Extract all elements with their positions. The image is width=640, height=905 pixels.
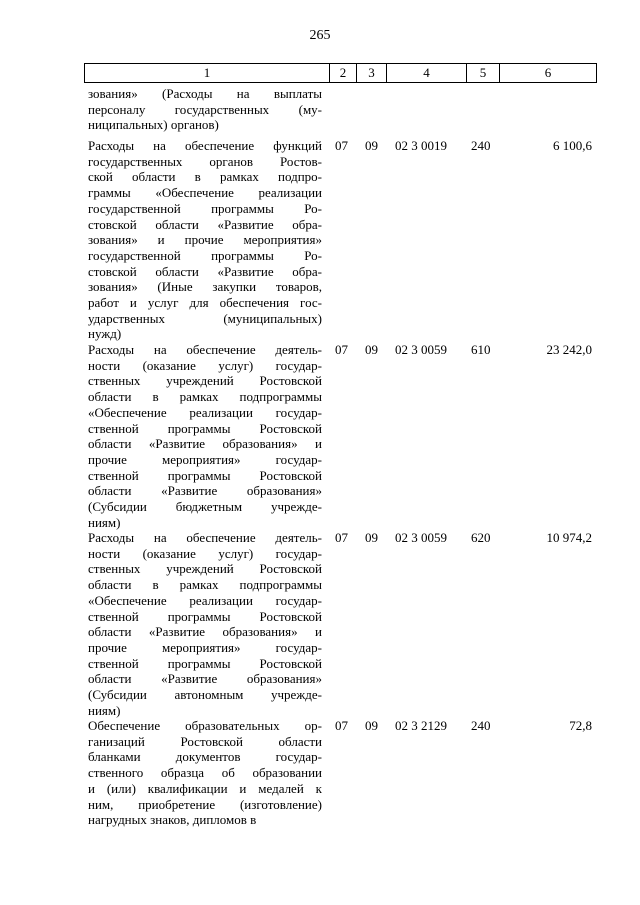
cell-c5: 240 xyxy=(471,718,491,733)
description-line: Обеспечение образовательных ор- xyxy=(88,718,322,733)
cell-c4: 02 3 2129 xyxy=(395,718,447,733)
description-line: Расходы на обеспечение функций xyxy=(88,138,322,153)
description-line: (Субсидии бюджетным учрежде- xyxy=(88,499,322,515)
row-description xyxy=(88,530,322,718)
cell-c6: 6 100,6 xyxy=(553,138,592,153)
description-line: Расходы на обеспечение деятель- xyxy=(88,342,322,357)
description-line: области «Развитие образования» xyxy=(88,483,322,499)
header-col-1: 1 xyxy=(85,64,330,82)
cell-c6: 72,8 xyxy=(569,718,592,733)
row-description xyxy=(88,138,322,342)
cell-c3: 09 xyxy=(365,138,378,153)
cell-c3: 09 xyxy=(365,530,378,545)
description-line: «Обеспечение реализации государ- xyxy=(88,592,322,608)
cell-c2: 07 xyxy=(335,718,348,733)
description-line: государственных органов Ростов- xyxy=(88,153,322,169)
description-line: работ и услуг для обеспечения гос- xyxy=(88,295,322,311)
description-line: стовской области «Развитие обра- xyxy=(88,216,322,232)
cell-c2: 07 xyxy=(335,138,348,153)
cell-c2: 07 xyxy=(335,342,348,357)
row-description xyxy=(88,342,322,530)
table-header xyxy=(84,63,597,83)
description-line: и (или) квалификации и медалей к xyxy=(88,780,322,796)
cell-c4: 02 3 0019 xyxy=(395,138,447,153)
description-line: ственной программы Ростовской xyxy=(88,608,322,624)
header-col-3: 3 xyxy=(357,64,387,82)
description-line: области «Развитие образования» и xyxy=(88,624,322,640)
cell-c3: 09 xyxy=(365,718,378,733)
description-line: ности (оказание услуг) государ- xyxy=(88,357,322,373)
cell-c3: 09 xyxy=(365,342,378,357)
description-line: зования» (Расходы на выплаты xyxy=(88,86,322,101)
description-line: ниям) xyxy=(88,702,121,718)
description-line: граммы «Обеспечение реализации xyxy=(88,185,322,201)
description-line: ственного образца об образовании xyxy=(88,765,322,781)
cell-c2: 07 xyxy=(335,530,348,545)
description-line: нагрудных знаков, дипломов в xyxy=(88,812,257,828)
header-col-4: 4 xyxy=(387,64,467,82)
description-line: зования» и прочие мероприятия» xyxy=(88,232,322,248)
description-line: области «Развитие образования» и xyxy=(88,436,322,452)
description-line: ганизаций Ростовской области xyxy=(88,733,322,749)
description-line: ности (оказание услуг) государ- xyxy=(88,545,322,561)
description-line: ственной программы Ростовской xyxy=(88,420,322,436)
cell-c5: 610 xyxy=(471,342,491,357)
description-line: ственных учреждений Ростовской xyxy=(88,561,322,577)
description-line: Расходы на обеспечение деятель- xyxy=(88,530,322,545)
description-line: персоналу государственных (му- xyxy=(88,101,322,117)
description-line: бланками документов государ- xyxy=(88,749,322,765)
description-line: ской области в рамках подпро- xyxy=(88,169,322,185)
row-description xyxy=(88,718,322,828)
description-line: области «Развитие образования» xyxy=(88,671,322,687)
description-line: области в рамках подпрограммы xyxy=(88,577,322,593)
description-line: ниям) xyxy=(88,514,121,530)
page-number: 265 xyxy=(309,28,331,43)
description-line: государственной программы Ро- xyxy=(88,247,322,263)
description-line: ниципальных) органов) xyxy=(88,117,219,133)
cell-c4: 02 3 0059 xyxy=(395,530,447,545)
description-line: государственной программы Ро- xyxy=(88,200,322,216)
description-line: прочие мероприятия» государ- xyxy=(88,639,322,655)
cell-c5: 240 xyxy=(471,138,491,153)
description-line: нужд) xyxy=(88,326,122,342)
description-line: (Субсидии автономным учрежде- xyxy=(88,687,322,703)
cell-c6: 10 974,2 xyxy=(546,530,592,545)
description-line: прочие мероприятия» государ- xyxy=(88,451,322,467)
header-col-5: 5 xyxy=(467,64,500,82)
description-line: стовской области «Развитие обра- xyxy=(88,263,322,279)
description-line: области в рамках подпрограммы xyxy=(88,389,322,405)
cell-c5: 620 xyxy=(471,530,491,545)
cell-c4: 02 3 0059 xyxy=(395,342,447,357)
header-col-6: 6 xyxy=(544,65,552,80)
cell-c6: 23 242,0 xyxy=(546,342,592,357)
description-line: зования» (Иные закупки товаров, xyxy=(88,279,322,295)
description-line: «Обеспечение реализации государ- xyxy=(88,404,322,420)
header-col-2: 2 xyxy=(330,64,357,82)
description-line: ственной программы Ростовской xyxy=(88,655,322,671)
row-description xyxy=(88,86,322,133)
description-line: ственных учреждений Ростовской xyxy=(88,373,322,389)
description-line: ним, приобретение (изготовление) xyxy=(88,796,322,812)
description-line: ударственных (муниципальных) xyxy=(88,310,322,326)
description-line: ственной программы Ростовской xyxy=(88,467,322,483)
